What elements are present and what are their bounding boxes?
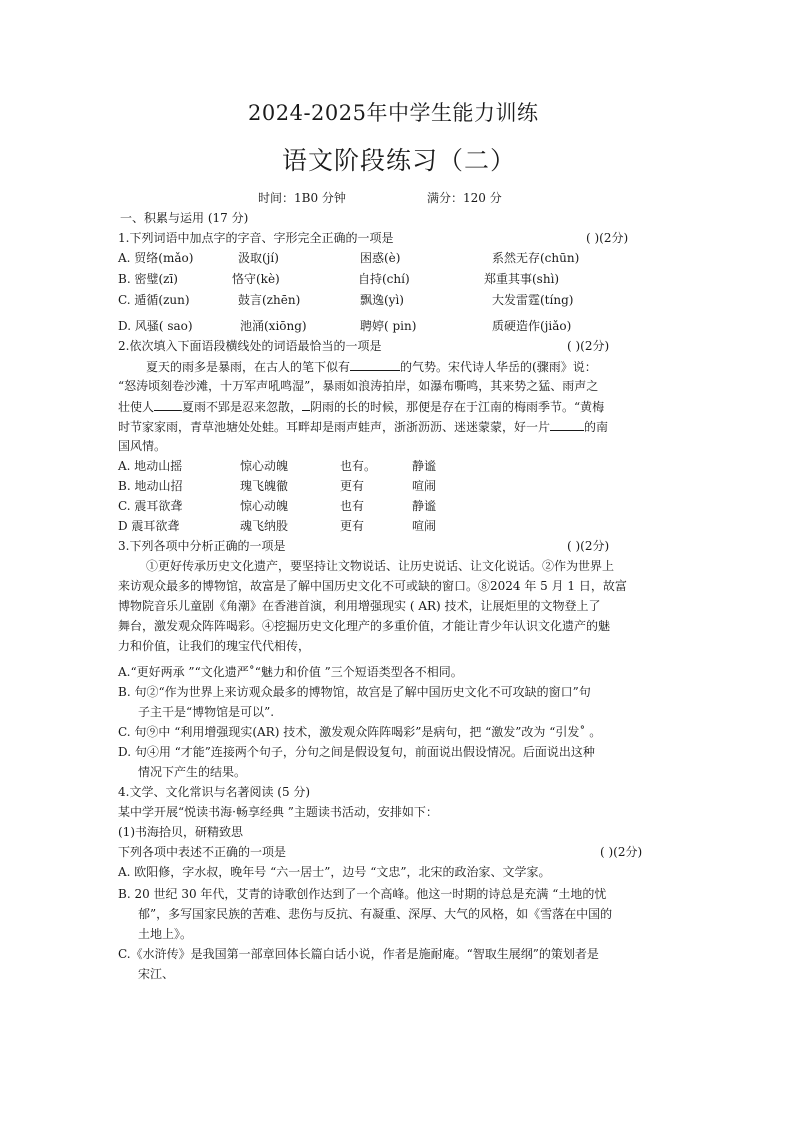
q2-option-d-word4: 喧闹 bbox=[412, 519, 437, 533]
q4-option-a: A. 欧阳修，字水叔，晚年号 “六一居士”，边号 “文忠”，北宋的政治家、文学家。 bbox=[118, 865, 551, 879]
q4-option-b-cont2: 土地上》。 bbox=[138, 927, 193, 941]
q3-passage-line2: 来访观众最多的博物馆，故富是了解中国历史文化不可或缺的窗口。⑧2024 年 5 月 1 日，故富 bbox=[118, 579, 627, 593]
q3-option-d-cont: 情况下产生的结果。 bbox=[138, 765, 247, 779]
q3-option-a: A.“更好两承 ”“文化遗严˚“魅力和价值 ”三个短语类型各不相同。 bbox=[118, 665, 463, 679]
q3-stem: 3.下列各项中分析正确的一项是 bbox=[118, 539, 286, 553]
q2-passage-line1 bbox=[146, 358, 597, 375]
q2-option-d-word2: 魂飞纳股 bbox=[240, 519, 289, 533]
q2-option-d-word3: 更有 bbox=[340, 519, 365, 533]
q2-option-c-word3: 也有 bbox=[340, 499, 365, 513]
q4-option-c-cont: 宋江、 bbox=[138, 967, 175, 981]
q2-stem: 2.依次填入下面语段横线处的词语最恰当的一项是 bbox=[118, 339, 382, 353]
q2-passage-line4-b: 的南 bbox=[584, 420, 609, 434]
q2-option-b: B. 地动山招 bbox=[118, 479, 183, 493]
q3-passage-line4: 舞台，激发观众阵阵喝彩。④挖掘历史文化理产的多重价值，才能让青少年认识文化遗产的魅 bbox=[118, 619, 611, 633]
q1-option-b: B. 密璧(zī) bbox=[118, 272, 178, 286]
q1-option-d-word4: 质硬造作(jiǎo) bbox=[492, 319, 572, 333]
blank-1[interactable] bbox=[350, 358, 400, 371]
q2-option-b-word4: 喧闹 bbox=[412, 479, 437, 493]
q4-mark: ( )(2分) bbox=[600, 845, 643, 859]
page-title: 2024-2025年中学生能力训练 bbox=[248, 101, 539, 125]
q1-option-c: C. 遁循(zun) bbox=[118, 293, 190, 307]
q4-option-c: C.《水浒传》是我国第一部章回体长篇白话小说，作者是施耐庵。“智取生展纲”的策划者是 bbox=[118, 947, 599, 961]
q1-option-c-word4: 大发雷霆(tíng) bbox=[492, 293, 574, 307]
q1-stem: 1.下列词语中加点字的字音、字形完全正确的一项是 bbox=[118, 231, 394, 245]
q2-passage-line4-a: 时节家家雨，青草池塘处处蛙。耳畔却是雨声蛙声，浙浙沥沥、迷迷蒙蒙，好一片 bbox=[118, 420, 551, 434]
q1-option-a-word2: 汲取(jí) bbox=[238, 251, 279, 265]
q2-passage-line4 bbox=[118, 418, 608, 435]
q2-passage-line3-a: 壮使人 bbox=[118, 400, 155, 414]
blank-3[interactable] bbox=[302, 398, 310, 411]
q2-mark: ( )(2分) bbox=[567, 339, 610, 353]
q2-option-b-word3: 更有 bbox=[340, 479, 365, 493]
exam-time: 时间：1B0 分钟 bbox=[258, 191, 346, 205]
q2-passage-line1-a: 夏天的雨多是暴雨，在古人的笔下似有 bbox=[146, 360, 351, 374]
q1-option-a-word3: 困惑(è) bbox=[360, 251, 401, 265]
blank-4[interactable] bbox=[550, 418, 584, 431]
q3-option-b-cont: 子主干是“博物馆是可以”. bbox=[138, 705, 275, 719]
q4-option-b-cont1: 郁”，多写国家民族的苦难、悲伤与反抗、有凝重、深厚、大气的风格，如《雪落在中国的 bbox=[138, 907, 613, 921]
page-subtitle: 语文阶段练习（二） bbox=[282, 146, 517, 175]
q1-option-d-word2: 池涌(xiōng) bbox=[240, 319, 307, 333]
q1-option-b-word3: 自持(chí) bbox=[358, 272, 410, 286]
q3-passage-line1: ①更好传承历史文化遗产，要坚持让文物说话、让历史说话、让文化说话。②作为世界上 bbox=[146, 559, 615, 573]
q2-passage-line3-c: 阴雨的长的时候，那便是存在于江南的梅雨季节。“黄梅 bbox=[310, 400, 605, 414]
q1-option-d: D. 风骚( sao) bbox=[118, 319, 193, 333]
q4-stem: 4.文学、文化常识与名著阅读 (5 分) bbox=[118, 785, 311, 799]
q2-option-a-word3: 也有。 bbox=[340, 459, 377, 473]
blank-2[interactable] bbox=[154, 398, 182, 411]
section-heading: 一、积累与运用 (17 分) bbox=[120, 211, 249, 225]
q3-option-b: B. 句②“作为世界上来访观众最多的博物馆，故宫是了解中国历史文化不可攻缺的窗口”句 bbox=[118, 685, 591, 699]
q2-passage-line5: 国风情。 bbox=[118, 439, 167, 453]
q4-substem: 下列各项中表述不正确的一项是 bbox=[118, 845, 287, 859]
q1-option-c-word3: 飘逸(yì) bbox=[360, 293, 404, 307]
q1-option-d-word3: 聘婷( pin) bbox=[360, 319, 417, 333]
q2-passage-line1-b: 的气势。宋代诗人华岳的(骤雨》说： bbox=[400, 360, 597, 374]
q2-option-c: C. 震耳欲聋 bbox=[118, 499, 183, 513]
q1-option-b-word4: 郑重其事(shì) bbox=[484, 272, 560, 286]
q2-option-a: A. 地动山摇 bbox=[118, 459, 183, 473]
q2-option-a-word2: 惊心动魄 bbox=[240, 459, 289, 473]
q2-passage-line3-b: 夏雨不郢是忍来忽散， bbox=[182, 400, 303, 414]
q1-option-a: A. 贸络(mǎo) bbox=[118, 251, 194, 265]
q2-option-c-word2: 惊心动魄 bbox=[240, 499, 289, 513]
q4-option-b: B. 20 世纪 30 年代，艾青的诗歌创作达到了一个高峰。他这一时期的诗总是充满 “土地的忧 bbox=[118, 887, 607, 901]
q1-option-c-word2: 鼓言(zhēn) bbox=[238, 293, 301, 307]
q2-option-b-word2: 瑰飞魄徹 bbox=[240, 479, 289, 493]
q4-intro: 某中学开展“悦读书海·畅享经典 ”主题读书活动，安排如下： bbox=[118, 805, 438, 819]
q3-passage-line5: 力和价值，让我们的瑰宝代代相传， bbox=[118, 639, 311, 653]
q2-option-a-word4: 静谧 bbox=[412, 459, 437, 473]
q3-mark: ( )(2分) bbox=[567, 539, 610, 553]
q1-option-a-word4: 系然无存(chūn) bbox=[492, 251, 580, 265]
q2-option-c-word4: 静谧 bbox=[412, 499, 437, 513]
q3-passage-line3: 博物院音乐儿童剧《角潮》在香港首演，利用增强现实 ( AR) 技术，让展炬里的文物登上了 bbox=[118, 599, 601, 613]
q3-option-d: D. 句④用 “才能”连接两个句子，分句之间是假设复句，前面说出假设情况。后面说出这种 bbox=[118, 745, 595, 759]
q1-mark: ( )(2分) bbox=[586, 231, 629, 245]
q1-option-b-word2: 恪守(kè) bbox=[232, 272, 280, 286]
q2-passage-line2: “怒涛顷刻卷沙滩，十万军声吼鸣湿”，暴雨如浪涛拍岸，如瀑布嘶鸣，其来势之猛、雨声之 bbox=[118, 379, 599, 393]
q2-option-d: D 震耳欲聋 bbox=[118, 519, 180, 533]
exam-score: 满分：120 分 bbox=[427, 191, 502, 205]
q2-passage-line3 bbox=[118, 398, 604, 415]
q3-option-c: C. 句⑨中 “利用增强现实(AR) 技术，激发观众阵阵喝彩”是病句，把 “激发”改为 “引发˚ 。 bbox=[118, 725, 602, 739]
q4-subheading: (1)书海拾贝，研精致思 bbox=[118, 825, 243, 839]
